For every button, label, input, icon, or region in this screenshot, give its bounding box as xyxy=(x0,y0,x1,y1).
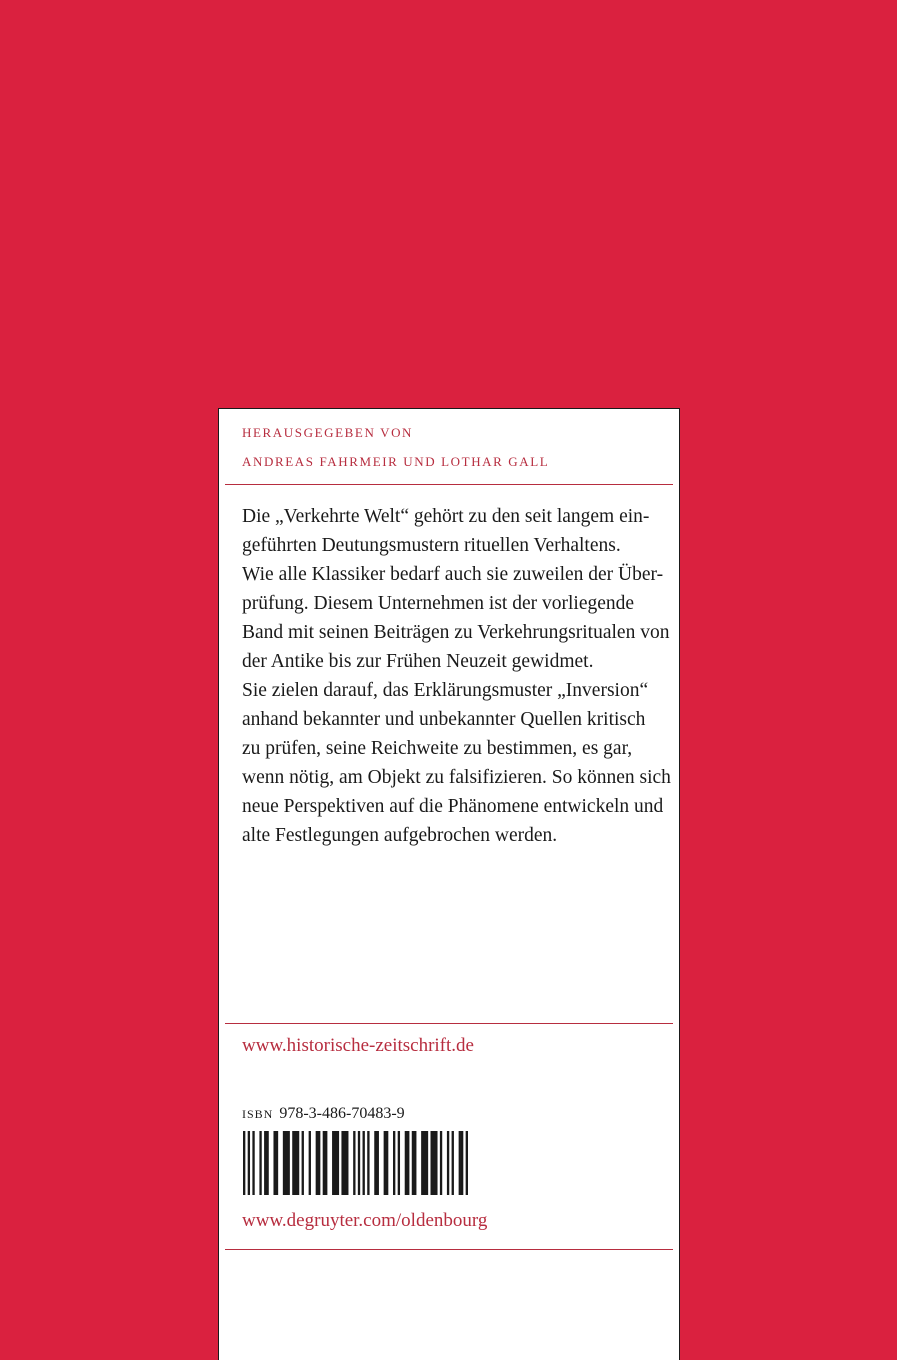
barcode-bar xyxy=(461,1131,463,1195)
blurb-line: anhand bekannter und unbekannter Quellen kritisch xyxy=(242,709,646,730)
isbn-line xyxy=(242,1105,405,1123)
barcode-bar xyxy=(248,1131,250,1195)
barcode-bar xyxy=(374,1131,379,1195)
info-panel xyxy=(218,408,680,1360)
blurb-line: Die „Verkehrte Welt“ gehört zu den seit langem ein- xyxy=(242,506,650,527)
barcode-bar xyxy=(358,1131,360,1195)
barcode-bar xyxy=(323,1131,328,1195)
barcode-bar xyxy=(341,1131,348,1195)
editors-names: ANDREAS FAHRMEIR UND LOTHAR GALL xyxy=(242,454,550,469)
isbn-number: 978-3-486-70483-9 xyxy=(279,1105,405,1122)
barcode-bar xyxy=(405,1131,410,1195)
barcode-bar xyxy=(353,1131,355,1195)
barcode-bar xyxy=(398,1131,400,1195)
blurb-text xyxy=(242,502,672,850)
barcode-bar xyxy=(384,1131,389,1195)
barcode-bar xyxy=(252,1131,254,1195)
blurb-line: Wie alle Klassiker bedarf auch sie zuweilen der Über- xyxy=(242,564,664,585)
editors-label: HERAUSGEGEBEN VON xyxy=(242,425,414,440)
barcode-bar xyxy=(302,1131,304,1195)
divider-top xyxy=(225,484,673,485)
blurb-line: Band mit seinen Beiträgen zu Verkehrungsritualen von xyxy=(242,622,670,643)
barcode-bar xyxy=(421,1131,428,1195)
barcode-bar xyxy=(264,1131,269,1195)
barcode-bar xyxy=(412,1131,417,1195)
blurb-line: prüfung. Diesem Unternehmen ist der vorliegende xyxy=(242,593,635,614)
barcode-bar xyxy=(283,1131,290,1195)
blurb-line: alte Festlegungen aufgebrochen werden. xyxy=(242,825,558,846)
blurb-line: neue Perspektiven auf die Phänomene entwickeln und xyxy=(242,796,664,817)
barcode-bar xyxy=(259,1131,261,1195)
barcode-bar xyxy=(243,1131,245,1195)
blurb-line: der Antike bis zur Frühen Neuzeit gewidmet. xyxy=(242,651,594,672)
barcode-bar xyxy=(447,1131,449,1195)
divider-middle xyxy=(225,1023,673,1024)
barcode-bar xyxy=(459,1131,461,1195)
barcode-bar xyxy=(440,1131,442,1195)
publisher-url: www.degruyter.com/oldenbourg xyxy=(242,1210,488,1231)
barcode-bar xyxy=(431,1131,438,1195)
barcode-bar xyxy=(466,1131,468,1195)
barcode-bar xyxy=(393,1131,395,1195)
barcode-bar xyxy=(367,1131,369,1195)
blurb-line: Sie zielen darauf, das Erklärungsmuster „Inversion“ xyxy=(242,680,649,701)
barcode-bar xyxy=(316,1131,321,1195)
barcode xyxy=(243,1131,468,1195)
blurb-line: zu prüfen, seine Reichweite zu bestimmen, es gar, xyxy=(242,738,633,759)
barcode-bar xyxy=(363,1131,365,1195)
barcode-bar xyxy=(292,1131,299,1195)
barcode-bar xyxy=(273,1131,278,1195)
journal-url: www.historische-zeitschrift.de xyxy=(242,1035,474,1056)
barcode-bar xyxy=(452,1131,454,1195)
divider-bottom xyxy=(225,1249,673,1250)
isbn-prefix: ISBN xyxy=(242,1107,274,1121)
blurb-line: wenn nötig, am Objekt zu falsifizieren. So können sich xyxy=(242,767,671,788)
barcode-bar xyxy=(332,1131,339,1195)
blurb-line: geführten Deutungsmustern rituellen Verhaltens. xyxy=(242,535,621,556)
barcode-bar xyxy=(309,1131,311,1195)
